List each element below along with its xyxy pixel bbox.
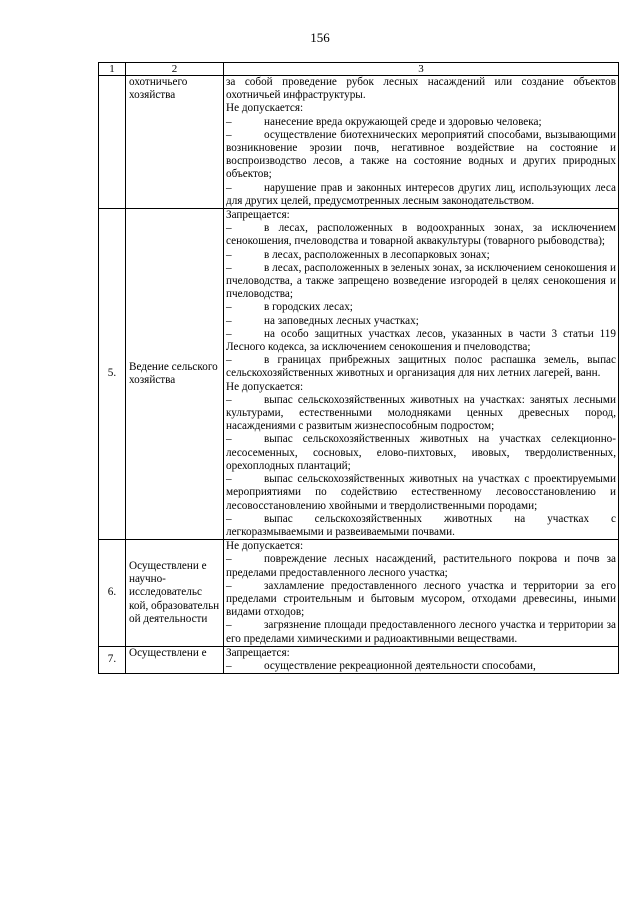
requirement-item — [226, 262, 616, 302]
dash-bullet: – — [226, 512, 232, 525]
requirement-item — [226, 354, 616, 380]
table-row — [99, 209, 619, 540]
page-number: 156 — [310, 30, 330, 45]
item-text: на особо защитных участках лесов, указанных в части 3 статьи 119 Лесного кодекса, за исключением сенокошения и пчеловодства; — [226, 327, 616, 354]
item-text: нарушение прав и законных интересов других лиц, использующих леса для других целей, предусмотренных лесным законодательством. — [226, 181, 616, 207]
dash-bullet: – — [226, 314, 232, 327]
item-text: Запрещается: — [226, 646, 290, 659]
dash-bullet: – — [226, 248, 232, 261]
item-text: за собой проведение рубок лесных насаждений или создание объектов охотничьей инфраструктуры. — [226, 76, 616, 102]
dash-bullet: – — [226, 181, 232, 194]
requirement-item — [226, 660, 616, 673]
dash-bullet: – — [226, 553, 232, 566]
dash-bullet: – — [226, 261, 232, 274]
requirements-cell — [224, 76, 619, 209]
table-row — [99, 76, 619, 209]
header-col-3: 3 — [224, 63, 619, 76]
requirement-item — [226, 315, 616, 328]
row-number — [99, 76, 126, 209]
dash-bullet: – — [226, 433, 232, 446]
requirement-item — [226, 222, 616, 248]
requirement-item — [226, 473, 616, 513]
item-text: повреждение лесных насаждений, растительного покрова и почв за пределами предоставленного лесного участка; — [226, 553, 616, 579]
requirement-item — [226, 553, 616, 579]
item-text: осуществление биотехнических мероприятий способами, вызывающими возникновение эрозии почв, негативное воздействие на состояние и воспроизводство лесов, а также на состояние водных и других природных объектов; — [226, 128, 616, 181]
requirement-item — [226, 249, 616, 262]
dash-bullet: – — [226, 128, 232, 141]
item-text: Не допускается: — [226, 540, 304, 553]
item-text: в границах прибрежных защитных полос распашка земель, выпас сельскохозяйственных животных и организация для них летних лагерей, ванн. — [226, 354, 616, 380]
item-text: Запрещается: — [226, 209, 290, 222]
dash-bullet: – — [226, 619, 232, 632]
item-text: нанесение вреда окружающей среде и здоровью человека; — [264, 115, 542, 128]
requirement-item — [226, 129, 616, 182]
row-number: 5. — [99, 209, 126, 540]
dash-bullet: – — [226, 354, 232, 367]
item-text: Не допускается: — [226, 380, 304, 393]
table-row — [99, 646, 619, 673]
requirement-item — [226, 328, 616, 354]
item-text: в лесах, расположенных в лесопарковых зонах; — [264, 248, 490, 261]
row-number: 6. — [99, 540, 126, 647]
dash-bullet: – — [226, 301, 232, 314]
requirement-item — [226, 116, 616, 129]
item-text: в лесах, расположенных в зеленых зонах, за исключением сенокошения и пчеловодства, а также запрещено возведение изгородей в целях сенокошения и пчеловодства; — [226, 261, 616, 301]
activity-name: охотничьего хозяйства — [126, 76, 224, 209]
requirement-item — [226, 513, 616, 539]
section-label — [226, 647, 616, 660]
requirement-item — [226, 433, 616, 473]
item-text: загрязнение площади предоставленного лесного участка и территории за его пределами химическими и радиоактивными веществами. — [226, 619, 616, 645]
requirement-item — [226, 394, 616, 434]
dash-bullet: – — [226, 659, 232, 672]
table-body — [99, 76, 619, 674]
activity-name: Осуществлени е — [126, 646, 224, 673]
item-text: выпас сельскохозяйственных животных на участках: занятых лесными культурами, естественными молодняками ценных древесных пород, насаждениями с развитым жизнеспособным подростом; — [226, 393, 616, 433]
item-text: выпас сельскохозяйственных животных на участках с проектируемыми мероприятиями по содействию естественному лесовосстановлению и лесовосстановлению хвойными и твердолиственными породами; — [226, 473, 616, 512]
regulations-table — [98, 62, 619, 674]
item-text: в лесах, расположенных в водоохранных зонах, за исключением сенокошения, пчеловодства и товарной аквакультуры (товарного рыбоводства); — [226, 222, 616, 248]
section-label — [226, 381, 616, 394]
requirements-cell — [224, 646, 619, 673]
item-text: на заповедных лесных участках; — [264, 314, 419, 327]
table-row — [99, 540, 619, 647]
dash-bullet: – — [226, 327, 232, 340]
header-col-1: 1 — [99, 63, 126, 76]
item-text: Не допускается: — [226, 102, 304, 115]
requirement-item — [226, 619, 616, 645]
item-text: выпас сельскохозяйственных животных на участках селекционно-лесосеменных, сосновых, елово-пихтовых, ивовых, твердолиственных, орехоплодных плантаций; — [226, 433, 616, 472]
table-header-row — [99, 63, 619, 76]
item-text: осуществление рекреационной деятельности способами, — [264, 659, 536, 672]
dash-bullet: – — [226, 579, 232, 592]
section-label — [226, 209, 616, 222]
row-number: 7. — [99, 646, 126, 673]
requirements-cell — [224, 209, 619, 540]
requirement-item — [226, 182, 616, 208]
item-text: в городских лесах; — [264, 301, 353, 314]
section-label — [226, 76, 616, 102]
dash-bullet: – — [226, 115, 232, 128]
dash-bullet: – — [226, 393, 232, 406]
requirement-item — [226, 580, 616, 620]
section-label — [226, 540, 616, 553]
requirement-item — [226, 301, 616, 314]
item-text: захламление предоставленного лесного участка и территории за его пределами строительным и бытовым мусором, отходами древесины, иными видами отходов; — [226, 579, 616, 619]
dash-bullet: – — [226, 222, 232, 235]
dash-bullet: – — [226, 473, 232, 486]
requirements-cell — [224, 540, 619, 647]
section-label — [226, 102, 616, 115]
header-col-2: 2 — [126, 63, 224, 76]
activity-name: Ведение сельского хозяйства — [126, 209, 224, 540]
activity-name: Осуществлени е научно-исследовательс кой, образовательн ой деятельности — [126, 540, 224, 647]
item-text: выпас сельскохозяйственных животных на участках с легкоразмываемыми и развеиваемыми почвами. — [226, 512, 616, 538]
